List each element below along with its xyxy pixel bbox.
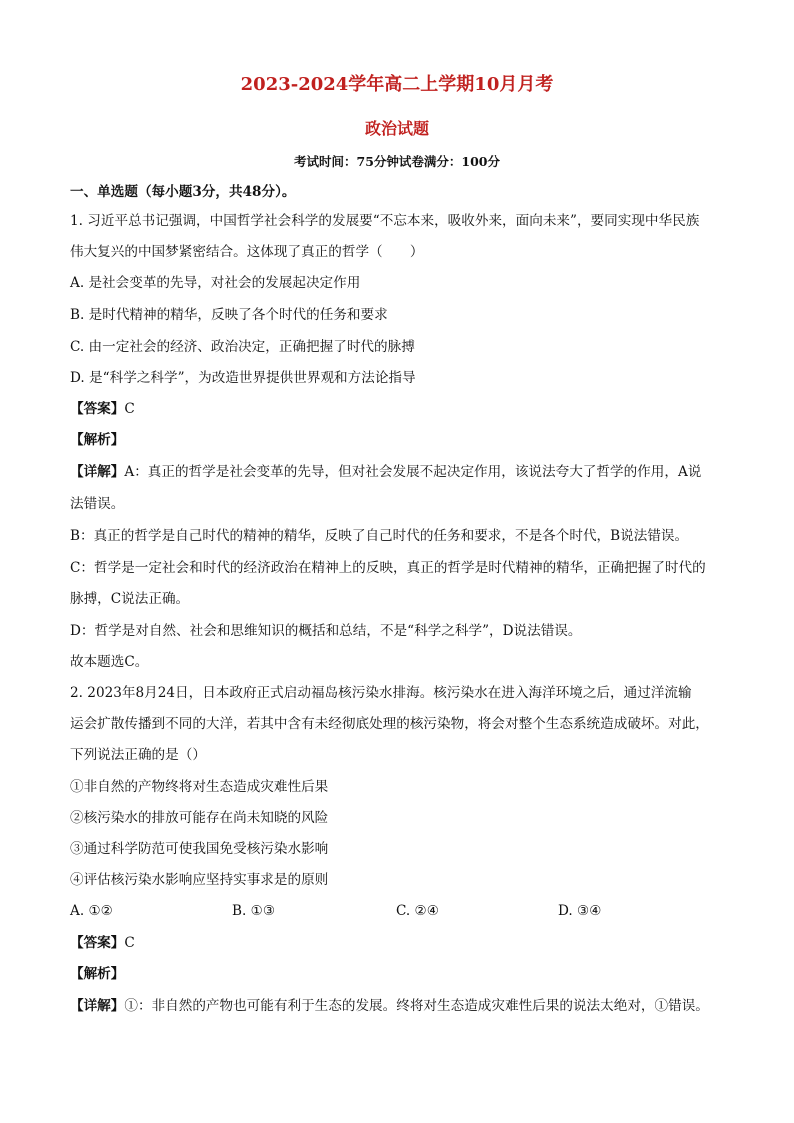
q1-analysis-label: 【解析】 [70,432,125,448]
q1-conclusion: 故本题选C。 [70,654,149,670]
q1-stem-line1: 1. 习近平总书记强调，中国哲学社会科学的发展要“不忘本来，吸收外来，面向未来”，要同实现中华民族 [70,213,700,229]
q1-detail-line4: C：哲学是一定社会和时代的经济政治在精神上的反映，真正的哲学是时代精神的精华，正确把握了时代的 [70,560,706,576]
q2-item-4: ④评估核污染水影响应坚持实事求是的原则 [70,872,329,888]
q1-option-c: C. 由一定社会的经济、政治决定，正确把握了时代的脉搏 [70,339,415,355]
q2-analysis-label: 【解析】 [70,966,125,982]
q1-option-d: D. 是“科学之科学”，为改造世界提供世界观和方法论指导 [70,370,416,386]
detail-text: A：真正的哲学是社会变革的先导，但对社会发展不起决定作用，该说法夸大了哲学的作用，A说 [124,464,702,480]
detail-text: ①：非自然的产物也可能有利于生态的发展。终将对生态造成灾难性后果的说法太绝对，①错误。 [124,998,709,1014]
q2-option-b: B. ①③ [232,903,276,919]
answer-value: C [124,401,135,417]
detail-label: 【详解】 [70,998,125,1014]
q2-stem-line2: 运会扩散传播到不同的大洋，若其中含有未经彻底处理的核污染物，将会对整个生态系统造成破坏。对此， [70,716,709,732]
answer-value: C [124,935,135,951]
detail-label: 【详解】 [70,464,125,480]
q2-detail-line1 [70,996,730,1016]
exam-title: 2023-2024学年高二上学期10月月考 [240,74,554,95]
q1-detail-line2: 法错误。 [70,496,125,512]
answer-label: 【答案】 [70,401,125,417]
q2-answer [70,933,730,953]
answer-label: 【答案】 [70,935,125,951]
q2-option-a: A. ①② [70,903,113,919]
q1-detail-line1 [70,462,730,482]
q2-option-d: D. ③④ [558,903,602,919]
q1-detail-line3: B：真正的哲学是自己时代的精神的精华，反映了自己时代的任务和要求，不是各个时代，B说法错误。 [70,528,689,544]
q2-stem-line3: 下列说法正确的是（） [70,747,206,763]
q2-item-1: ①非自然的产物终将对生态造成灾难性后果 [70,779,329,795]
q1-answer [70,399,730,419]
q1-option-b: B. 是时代精神的精华，反映了各个时代的任务和要求 [70,307,388,323]
q1-detail-line6: D：哲学是对自然、社会和思维知识的概括和总结，不是“科学之科学”，D说法错误。 [70,623,582,639]
q2-item-2: ②核污染水的排放可能存在尚未知晓的风险 [70,810,329,826]
q1-detail-line5: 脉搏，C说法正确。 [70,591,190,607]
q2-stem-line1: 2. 2023年8月24日，日本政府正式启动福岛核污染水排海。核污染水在进入海洋环境之后，通过洋流输 [70,685,692,701]
q2-option-c: C. ②④ [396,903,439,919]
section-heading: 一、单选题（每小题3分，共48分）。 [70,184,296,200]
q1-option-a: A. 是社会变革的先导，对社会的发展起决定作用 [70,275,361,291]
exam-info: 考试时间：75分钟试卷满分：100分 [294,154,500,169]
exam-subject: 政治试题 [364,119,429,138]
q1-stem-line2: 伟大复兴的中国梦紧密结合。这体现了真正的哲学（ ） [70,244,424,260]
q2-item-3: ③通过科学防范可使我国免受核污染水影响 [70,841,329,857]
